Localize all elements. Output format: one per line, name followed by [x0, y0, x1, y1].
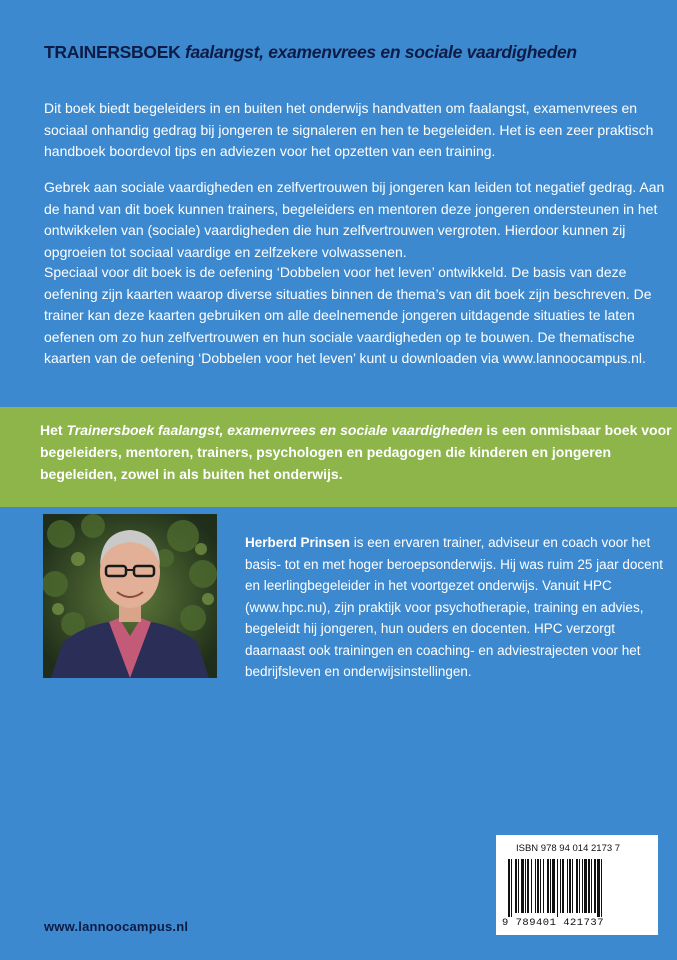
barcode-bar [557, 859, 558, 917]
intro-paragraph-2: Gebrek aan sociale vaardigheden en zelfvertrouwen bij jongeren kan leiden tot negatief gedrag. Aan de hand van dit boek kunnen trainers, begeleiders en mentoren deze jongeren ondersteunen in het ontwikkelen van (sociale) vaardigheden die hun zelfvertrouwen vergroten. Hierdoor kunnen zij opgroeien tot sociaal vaardige en zelfzekere volwassenen. [44, 179, 665, 260]
barcode-bar [531, 859, 532, 913]
barcode-bar [569, 859, 571, 913]
barcode-bar [591, 859, 592, 913]
barcode-bar [588, 859, 590, 913]
barcode-bars [508, 859, 648, 917]
barcode-bar [562, 859, 564, 913]
barcode-bar [525, 859, 526, 913]
author-bio [245, 532, 665, 683]
highlight-prefix: Het [40, 422, 67, 438]
barcode-bar [508, 859, 510, 917]
author-bio-text: is een ervaren trainer, adviseur en coach voor het basis- tot en met hoger beroepsonderwijs. Hij was ruim 25 jaar docent en leerlingbegeleider in het voortgezet onderwijs. Vanuit HPC (www.hpc.nu), zijn praktijk voor psychotherapie, training en advies, begeleidt hij jongeren, hun ouders en docenten. HPC verzorgt daarnaast ook trainingen en coaching- en adviestrajecten voor het bedrijfsleven en onderwijsinstellingen. [245, 535, 663, 679]
barcode-bar [552, 859, 555, 913]
barcode-bar [547, 859, 549, 913]
barcode-bar [537, 859, 539, 913]
barcode-bar [579, 859, 580, 913]
title-italic: faalangst, examenvrees en sociale vaardigheden [184, 42, 577, 62]
highlight-book-title: Trainersboek faalangst, examenvrees en sociale vaardigheden [66, 422, 483, 438]
barcode-bar [594, 859, 596, 913]
intro-paragraph-1: Dit boek biedt begeleiders in en buiten het onderwijs handvatten om faalangst, examenvrees en sociaal onhandig gedrag bij jongeren te signaleren en hen te begeleiden. Het is een zeer praktisch handboek boordevol tips en adviezen voor het opzetten van een training. [44, 100, 654, 160]
barcode-bar [597, 859, 600, 917]
barcode-bar [511, 859, 512, 917]
barcode-bar [572, 859, 573, 913]
highlight-band [0, 407, 677, 507]
book-title [44, 42, 664, 63]
barcode-bar [601, 859, 602, 917]
isbn-label: ISBN 978 94 014 2173 7 [516, 843, 621, 854]
barcode-bar [543, 859, 544, 913]
author-photo [43, 514, 217, 678]
barcode-bar [582, 859, 583, 913]
title-bold: TRAINERSBOEK [44, 42, 181, 62]
barcode [496, 835, 658, 935]
author-name: Herberd Prinsen [245, 535, 351, 550]
barcode-bar [576, 859, 578, 913]
barcode-bar [521, 859, 524, 913]
barcode-bar [527, 859, 529, 913]
barcode-bar [584, 859, 587, 913]
barcode-bar [515, 859, 517, 913]
barcode-bar [550, 859, 551, 913]
barcode-bar [535, 859, 536, 913]
barcode-digits: 9 789401 421737 [502, 917, 605, 929]
intro-paragraph-3: Speciaal voor dit boek is de oefening ‘Dobbelen voor het leven’ ontwikkeld. De basis van deze oefening zijn kaarten waarop diverse situaties binnen de thema’s van dit boek zijn beschreven. De trainer kan deze kaarten gebruiken om alle deelnemende jongeren uitdagende situaties te laten oefenen om zo hun zelfvertrouwen en hun sociale vaardigheden op te bouwen. De thematische kaarten van de oefening ‘Dobbelen voor het leven’ kunt u downloaden via www.lannoocampus.nl. [44, 264, 652, 367]
barcode-bar [567, 859, 568, 913]
highlight-suffix: is een onmisbaar boek voor begeleiders, mentoren, trainers, psychologen en pedagogen die kinderen en jongeren begeleiden, zowel in als buiten het onderwijs. [40, 422, 672, 482]
barcode-bar [560, 859, 561, 913]
publisher-website: www.lannoocampus.nl [44, 919, 189, 934]
highlight-text [40, 419, 672, 485]
barcode-bar [518, 859, 519, 913]
barcode-bar [540, 859, 541, 913]
